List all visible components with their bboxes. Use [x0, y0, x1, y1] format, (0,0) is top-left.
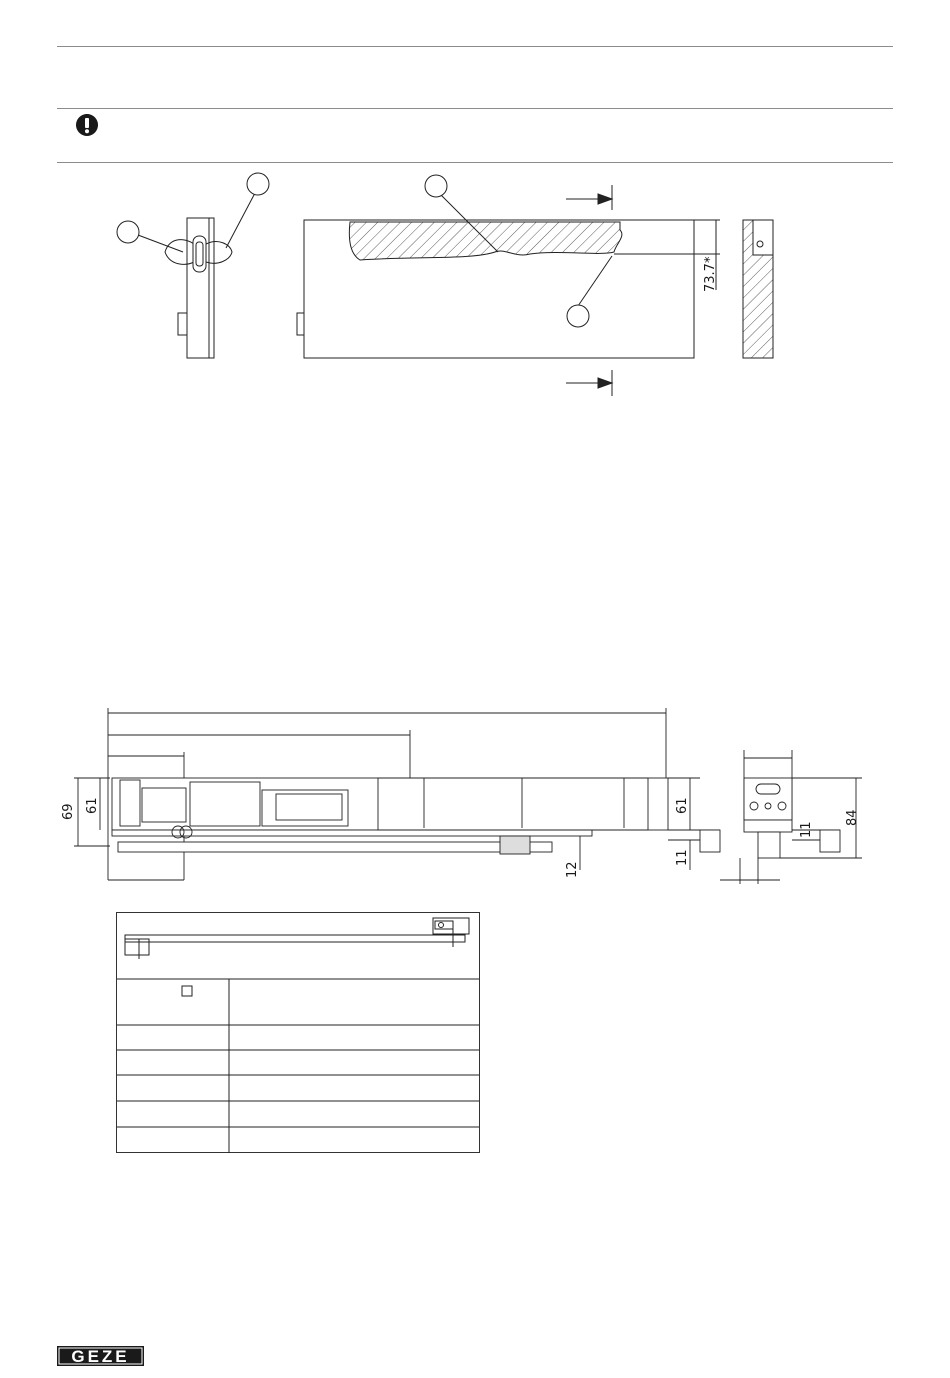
dimension-61-left: 61: [85, 797, 100, 814]
dimension-61-right: 61: [675, 797, 690, 814]
closer-dimension-drawing: [0, 690, 950, 890]
callout-circle-2: [247, 173, 269, 195]
specification-table: [116, 912, 480, 1153]
guide-rail-drawing: [117, 913, 479, 1153]
dimension-12: 12: [565, 861, 580, 878]
geze-logo: [57, 1346, 144, 1366]
dimension-69: 69: [61, 803, 76, 820]
dimension-11-side: 11: [799, 821, 814, 838]
logo-text: GEZE: [71, 1347, 130, 1366]
dimension-84: 84: [845, 809, 860, 826]
door-front-view: [297, 185, 720, 396]
callout-circle-3: [425, 175, 447, 197]
side-view-left: [138, 193, 255, 358]
dimension-11-right: 11: [675, 849, 690, 866]
callout-circle-4: [567, 305, 589, 327]
door-section-right: [743, 220, 773, 358]
mounting-section-drawing: [0, 0, 950, 420]
callout-circle-1: [117, 221, 139, 243]
dimension-73-7: 73.7*: [703, 256, 718, 292]
